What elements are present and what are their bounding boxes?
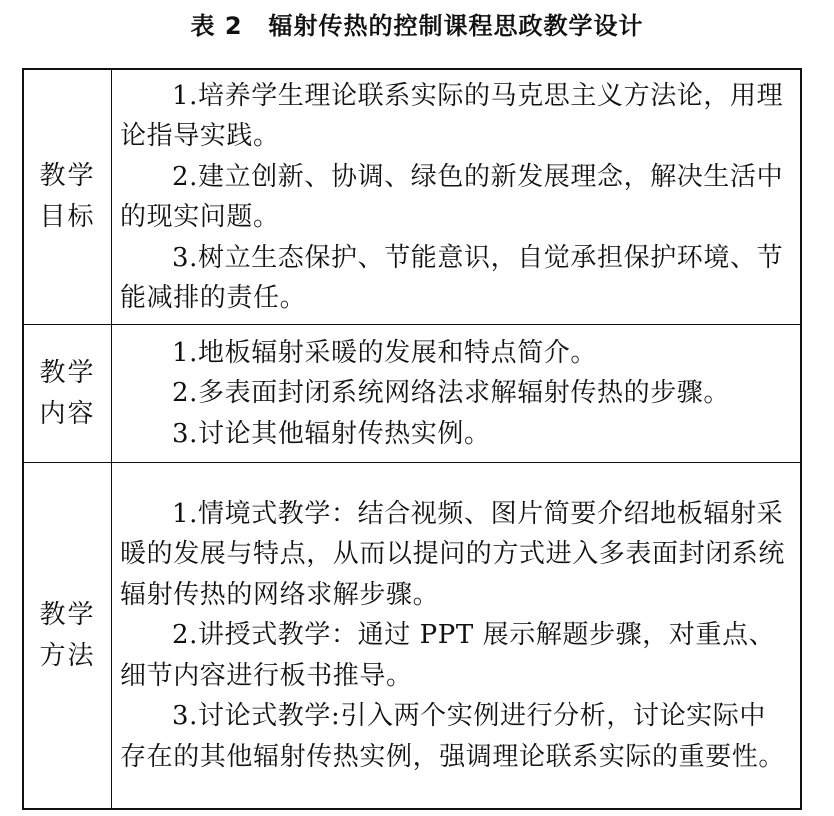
table-row-objectives xyxy=(24,70,800,325)
method-item-1: 1.情境式教学：结合视频、图片简要介绍地板辐射采暖的发展与特点，从而以提问的方式进入多表面封闭系统辐射传热的网络求解步骤。 xyxy=(120,498,786,610)
content-item-1: 1.地板辐射采暖的发展和特点简介。 xyxy=(172,337,598,368)
row-heading-cell xyxy=(24,463,112,808)
method-item-2: 2.讲授式教学：通过 PPT 展示解题步骤，对重点、细节内容进行板书推导。 xyxy=(120,620,776,691)
objective-item-3: 3.树立生态保护、节能意识，自觉承担保护环境、节能减排的责任。 xyxy=(120,242,784,313)
table-caption xyxy=(0,8,834,44)
row-content-cell xyxy=(112,70,800,324)
method-item-3: 3.讨论式教学:引入两个实例进行分析，讨论实际中存在的其他辐射传热实例，强调理论联系实际的重要性。 xyxy=(120,701,786,772)
content-item-2: 2.多表面封闭系统网络法求解辐射传热的步骤。 xyxy=(172,378,731,409)
content-item-3: 3.讨论其他辐射传热实例。 xyxy=(172,418,491,449)
teaching-design-table xyxy=(22,68,802,810)
row-heading-cell xyxy=(24,325,112,462)
table-row-methods xyxy=(24,463,800,808)
row-heading-methods: 教学方法 xyxy=(39,599,96,671)
objective-item-1: 1.培养学生理论联系实际的马克思主义方法论，用理论指导实践。 xyxy=(120,80,784,151)
row-heading-content: 教学内容 xyxy=(39,357,96,429)
table-row-content xyxy=(24,325,800,463)
objective-item-2: 2.建立创新、协调、绿色的新发展理念，解决生活中的现实问题。 xyxy=(120,161,784,232)
row-content-cell xyxy=(112,463,800,808)
table-title: 辐射传热的控制课程思政教学设计 xyxy=(268,12,644,40)
row-heading-cell xyxy=(24,70,112,324)
table-number: 表 2 xyxy=(190,12,243,40)
row-heading-objectives: 教学目标 xyxy=(39,161,96,232)
row-content-cell xyxy=(112,325,800,462)
